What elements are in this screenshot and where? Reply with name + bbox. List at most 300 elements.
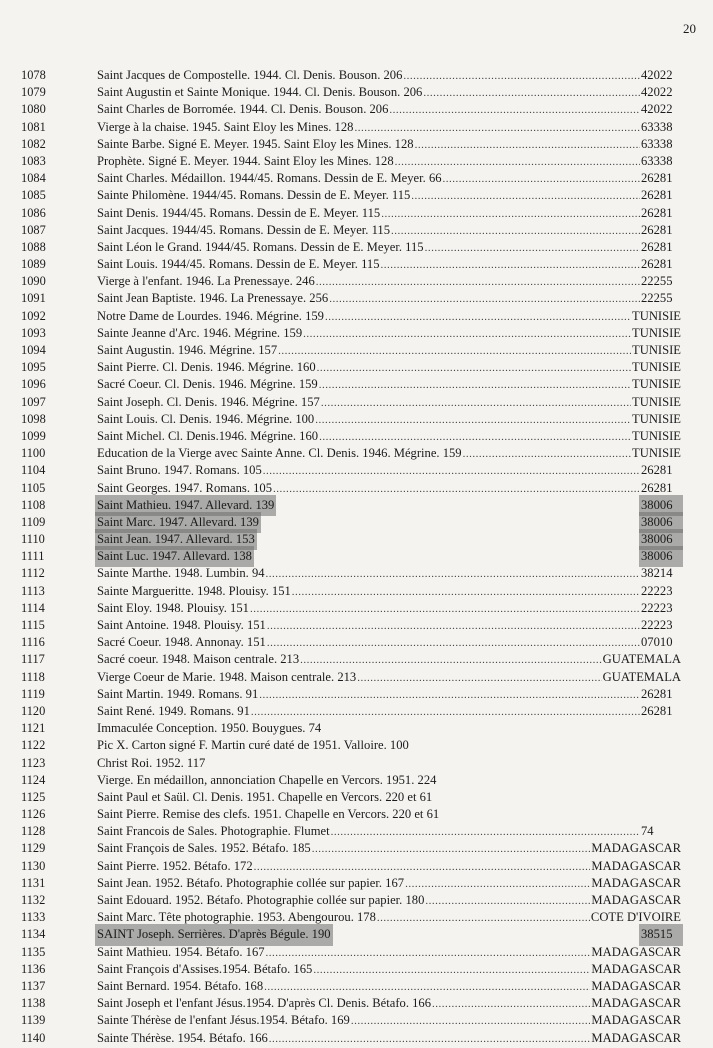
- entry-description: Saint Bernard. 1954. Bétafo. 168: [97, 978, 264, 993]
- entry-code: 22223: [641, 583, 673, 598]
- entry-description: Christ Roi. 1952. 117: [97, 755, 206, 770]
- dot-leader: [292, 584, 640, 601]
- entry-code: 26281: [641, 222, 673, 237]
- entry-code: TUNISIE: [632, 394, 681, 409]
- entry-description: Vierge Coeur de Marie. 1948. Maison centrale. 213: [97, 669, 357, 684]
- entry-number: 1120: [21, 703, 46, 718]
- entry-description: SAINT Joseph. Serrières. D'après Bégule. 190: [97, 926, 331, 943]
- entry-description: Saint Pierre. Remise des clefs. 1951. Chapelle en Vercors. 220 et 61: [97, 807, 440, 822]
- entry-line: [97, 462, 681, 480]
- entry-line: [97, 634, 681, 652]
- dot-leader: [315, 412, 631, 429]
- entry-description: Vierge à l'enfant. 1946. La Prenessaye. 246: [97, 274, 315, 289]
- entry-description: Vierge à la chaise. 1945. Saint Eloy les Mines. 128: [97, 119, 354, 134]
- entry-line: [97, 153, 681, 171]
- entry-row: [0, 273, 713, 290]
- entry-code: 07010: [641, 635, 673, 650]
- entry-code: MADAGASCAR: [591, 875, 681, 890]
- entry-code: 26281: [641, 480, 673, 495]
- dot-leader: [329, 291, 640, 308]
- dot-leader: [319, 429, 631, 446]
- entry-number: 1080: [21, 102, 46, 117]
- entry-description: Saint Louis. Cl. Denis. 1946. Mégrine. 100: [97, 411, 315, 426]
- entry-number: 1079: [21, 85, 46, 100]
- entry-row: [0, 67, 713, 84]
- entry-code: 63338: [641, 136, 673, 151]
- entry-description: Saint Charles. Médaillon. 1944/45. Romans. Dessin de E. Meyer. 66: [97, 171, 442, 186]
- entry-line: [97, 565, 681, 583]
- dot-leader: [251, 704, 640, 721]
- dot-leader: [411, 188, 640, 205]
- entry-description: Pic X. Carton signé F. Martin curé daté de 1951. Valloire. 100: [97, 738, 409, 753]
- entry-line: [97, 480, 681, 498]
- entry-number: 1126: [21, 807, 46, 822]
- entry-number: 1091: [21, 291, 46, 306]
- entry-line: [97, 737, 681, 755]
- entry-line: [97, 136, 681, 154]
- dot-leader: [321, 395, 631, 412]
- entry-number: 1137: [21, 978, 46, 993]
- dot-leader: [266, 945, 591, 962]
- entry-row: [0, 926, 713, 943]
- entry-code: MADAGASCAR: [591, 841, 681, 856]
- entry-description: Saint Martin. 1949. Romans. 91: [97, 686, 259, 701]
- entry-number: 1100: [21, 446, 46, 461]
- entry-code: 26281: [641, 188, 673, 203]
- entry-description: Saint Jean. 1952. Bétafo. Photographie collée sur papier. 167: [97, 875, 405, 890]
- entry-description: Prophète. Signé E. Meyer. 1944. Saint Eloy les Mines. 128: [97, 153, 394, 168]
- entry-row: [0, 222, 713, 239]
- entry-description: Saint Bruno. 1947. Romans. 105: [97, 463, 262, 478]
- entry-code: 26281: [641, 205, 673, 220]
- entry-number: 1114: [21, 600, 45, 615]
- entry-number: 1119: [21, 686, 45, 701]
- entry-line: [97, 669, 681, 687]
- entry-description: Sainte Jeanne d'Arc. 1946. Mégrine. 159: [97, 325, 303, 340]
- entry-code: 38006: [641, 497, 681, 514]
- entry-row: [0, 892, 713, 909]
- dot-leader: [381, 206, 640, 223]
- entry-row: [0, 806, 713, 823]
- entry-description: Saint François d'Assises.1954. Bétafo. 165: [97, 961, 313, 976]
- dot-leader: [303, 326, 631, 343]
- entry-number: 1138: [21, 996, 46, 1011]
- dot-leader: [405, 876, 590, 893]
- entry-code: GUATEMALA: [602, 669, 681, 684]
- entry-line: [97, 755, 681, 773]
- entry-description: Sacré coeur. 1948. Maison centrale. 213: [97, 652, 300, 667]
- entry-line: [97, 290, 681, 308]
- entry-description: Saint René. 1949. Romans. 91: [97, 703, 250, 718]
- entry-code: TUNISIE: [632, 308, 681, 323]
- entry-row: [0, 187, 713, 204]
- entry-row: [0, 308, 713, 325]
- dot-leader: [391, 223, 640, 240]
- entry-description: Saint Paul et Saül. Cl. Denis. 1951. Chapelle en Vercors. 220 et 61: [97, 789, 433, 804]
- entry-row: [0, 84, 713, 101]
- entry-description: Education de la Vierge avec Sainte Anne. Cl. Denis. 1946. Mégrine. 159: [97, 446, 462, 461]
- entry-line: [97, 944, 681, 962]
- entry-line: [97, 376, 681, 394]
- entry-description: Saint Mathieu. 1954. Bétafo. 167: [97, 944, 265, 959]
- entry-line: [97, 222, 681, 240]
- entry-code: 26281: [641, 463, 673, 478]
- dot-leader: [273, 481, 640, 498]
- entry-number: 1084: [21, 171, 46, 186]
- entry-code: TUNISIE: [632, 325, 681, 340]
- dot-leader: [354, 120, 640, 137]
- entry-code: 22255: [641, 274, 673, 289]
- dot-leader: [267, 618, 640, 635]
- entry-number: 1139: [21, 1013, 46, 1028]
- entry-code: 22255: [641, 291, 673, 306]
- entry-line: [97, 840, 681, 858]
- entry-line: [97, 892, 681, 910]
- entry-line: [97, 703, 681, 721]
- entry-description: Saint Georges. 1947. Romans. 105: [97, 480, 273, 495]
- entry-row: [0, 428, 713, 445]
- entry-number: 1129: [21, 841, 46, 856]
- entry-line: [97, 308, 681, 326]
- entry-line: [97, 325, 681, 343]
- entry-row: [0, 359, 713, 376]
- entry-description: Saint Luc. 1947. Allevard. 138: [97, 548, 252, 565]
- entry-code: 22223: [641, 618, 673, 632]
- entry-code: MADAGASCAR: [591, 961, 681, 976]
- entry-row: [0, 858, 713, 875]
- entry-number: 1098: [21, 411, 46, 426]
- entry-line: [97, 394, 681, 412]
- dot-leader: [389, 102, 640, 119]
- entry-description: Saint Mathieu. 1947. Allevard. 139: [97, 497, 274, 514]
- entry-line: [97, 256, 681, 274]
- entry-description: Immaculée Conception. 1950. Bouygues. 74: [97, 721, 322, 736]
- dot-leader: [263, 463, 640, 480]
- entry-number: 1128: [21, 824, 46, 839]
- entry-code: TUNISIE: [632, 343, 681, 357]
- dot-leader: [319, 377, 631, 394]
- entry-row: [0, 205, 713, 222]
- dot-leader: [312, 841, 591, 858]
- entry-row: [0, 239, 713, 256]
- entry-description: Saint Denis. 1944/45. Romans. Dessin de E. Meyer. 115: [97, 205, 381, 220]
- entry-description: Saint Augustin et Sainte Monique. 1944. Cl. Denis. Bouson. 206: [97, 85, 423, 100]
- entry-number: 1096: [21, 377, 46, 392]
- entry-row: [0, 789, 713, 806]
- entry-code: MADAGASCAR: [591, 996, 681, 1011]
- dot-leader: [259, 687, 640, 704]
- entry-row: [0, 995, 713, 1012]
- entry-row: [0, 565, 713, 582]
- entry-description: Sainte Margueritte. 1948. Plouisy. 151: [97, 583, 291, 598]
- entry-code: 26281: [641, 171, 673, 186]
- entry-line: [97, 548, 681, 566]
- entry-number: 1097: [21, 394, 46, 409]
- dot-leader: [443, 171, 640, 188]
- entry-line: [97, 720, 681, 738]
- entry-line: [97, 1030, 681, 1048]
- entry-description: Saint Joseph et l'enfant Jésus.1954. D'après Cl. Denis. Bétafo. 166: [97, 996, 432, 1011]
- entry-line: [97, 497, 681, 515]
- entry-code: 74: [641, 824, 654, 839]
- entry-row: [0, 669, 713, 686]
- entry-number: 1105: [21, 480, 46, 495]
- entry-number: 1088: [21, 239, 46, 254]
- entry-code: 63338: [641, 153, 673, 168]
- entry-line: [97, 926, 681, 944]
- entry-line: [97, 909, 681, 927]
- entry-row: [0, 600, 713, 617]
- entry-line: [97, 445, 681, 463]
- entry-number: 1140: [21, 1030, 46, 1045]
- dot-leader: [425, 240, 640, 257]
- dot-leader: [415, 137, 640, 154]
- entry-number: 1113: [21, 583, 45, 598]
- entry-row: [0, 755, 713, 772]
- entry-row: [0, 170, 713, 187]
- dot-leader: [463, 446, 631, 463]
- dot-leader: [300, 652, 602, 669]
- dot-leader: [269, 1031, 591, 1048]
- dot-leader: [423, 85, 640, 102]
- dot-leader: [317, 360, 631, 377]
- entry-row: [0, 256, 713, 273]
- entry-code: 42022: [641, 85, 673, 100]
- dot-leader: [381, 257, 640, 274]
- entry-description: Vierge. En médaillon, annonciation Chapelle en Vercors. 1951. 224: [97, 772, 437, 787]
- entry-description: Sainte Barbe. Signé E. Meyer. 1945. Saint Eloy les Mines. 128: [97, 136, 414, 151]
- dot-leader: [425, 893, 590, 910]
- entry-number: 1095: [21, 360, 46, 375]
- dot-leader: [325, 309, 631, 326]
- entry-description: Saint Pierre. Cl. Denis. 1946. Mégrine. 160: [97, 360, 316, 375]
- entry-description: Sainte Thérèse de l'enfant Jésus.1954. Bétafo. 169: [97, 1013, 350, 1028]
- dot-leader: [357, 670, 601, 687]
- entry-line: [97, 514, 681, 532]
- entry-line: [97, 428, 681, 446]
- entry-code: 38006: [641, 514, 681, 531]
- entry-row: [0, 634, 713, 651]
- entry-description: Notre Dame de Lourdes. 1946. Mégrine. 159: [97, 308, 324, 323]
- entry-line: [97, 84, 681, 102]
- dot-leader: [266, 566, 640, 583]
- entry-number: 1094: [21, 343, 46, 357]
- entry-number: 1135: [21, 944, 46, 959]
- entry-number: 1133: [21, 910, 46, 925]
- entry-code: 22223: [641, 600, 673, 615]
- entry-number: 1131: [21, 875, 46, 890]
- entry-description: Sainte Philomène. 1944/45. Romans. Dessin de E. Meyer. 115: [97, 188, 411, 203]
- entry-row: [0, 325, 713, 342]
- entry-line: [97, 823, 681, 841]
- entry-description: Saint Jacques de Compostelle. 1944. Cl. Denis. Bouson. 206: [97, 68, 403, 82]
- entry-description: Sainte Thérèse. 1954. Bétafo. 166: [97, 1030, 268, 1045]
- entry-description: Saint Jean Baptiste. 1946. La Prenessaye. 256: [97, 291, 329, 306]
- entry-row: [0, 153, 713, 170]
- entry-row: [0, 1030, 713, 1047]
- entry-number: 1078: [21, 68, 46, 82]
- entry-description: Saint Jean. 1947. Allevard. 153: [97, 531, 255, 548]
- entry-number: 1092: [21, 308, 46, 323]
- entry-description: Saint Jacques. 1944/45. Romans. Dessin de E. Meyer. 115: [97, 222, 391, 237]
- entry-row: [0, 342, 713, 359]
- entry-row: [0, 823, 713, 840]
- entry-row: [0, 944, 713, 961]
- entry-line: [97, 119, 681, 137]
- entry-line: [97, 342, 681, 360]
- dot-leader: [377, 910, 590, 927]
- entry-line: [97, 101, 681, 119]
- entry-number: 1085: [21, 188, 46, 203]
- entry-row: [0, 686, 713, 703]
- entry-line: [97, 961, 681, 979]
- entry-number: 1134: [21, 927, 46, 942]
- entry-number: 1124: [21, 772, 46, 787]
- dot-leader: [267, 635, 640, 652]
- entry-line: [97, 411, 681, 429]
- entry-row: [0, 119, 713, 136]
- entry-row: [0, 772, 713, 789]
- entry-number: 1132: [21, 893, 46, 907]
- entry-row: [0, 497, 713, 514]
- entry-row: [0, 531, 713, 548]
- dot-leader: [254, 859, 591, 876]
- entry-number: 1116: [21, 635, 45, 650]
- entry-row: [0, 290, 713, 307]
- entry-number: 1121: [21, 721, 46, 736]
- entry-code: MADAGASCAR: [591, 1013, 681, 1028]
- entry-number: 1125: [21, 789, 46, 804]
- entry-description: Sainte Marthe. 1948. Lumbin. 94: [97, 566, 265, 581]
- entry-row: [0, 411, 713, 428]
- entry-line: [97, 978, 681, 996]
- entry-row: [0, 737, 713, 754]
- entry-number: 1093: [21, 325, 46, 340]
- entry-row: [0, 101, 713, 118]
- entry-line: [97, 806, 681, 824]
- entry-row: [0, 840, 713, 857]
- entry-description: Saint François de Sales. 1952. Bétafo. 185: [97, 841, 311, 856]
- entry-code: MADAGASCAR: [591, 1030, 681, 1045]
- entry-number: 1110: [21, 532, 45, 547]
- entry-line: [97, 686, 681, 704]
- entry-code: TUNISIE: [632, 360, 681, 375]
- entry-code: 38214: [641, 566, 673, 581]
- entry-description: Saint Francois de Sales. Photographie. Flumet: [97, 824, 330, 839]
- entry-number: 1104: [21, 463, 46, 478]
- entry-row: [0, 961, 713, 978]
- entry-number: 1099: [21, 428, 46, 443]
- entry-description: Sacré Coeur. Cl. Denis. 1946. Mégrine. 159: [97, 377, 318, 392]
- entry-description: Saint Marc. 1947. Allevard. 139: [97, 514, 259, 531]
- entry-code: GUATEMALA: [602, 652, 681, 667]
- entry-line: [97, 205, 681, 223]
- entry-row: [0, 394, 713, 411]
- entry-code: MADAGASCAR: [591, 944, 681, 959]
- entry-number: 1112: [21, 566, 45, 581]
- entry-line: [97, 600, 681, 618]
- entry-code: 26281: [641, 703, 673, 718]
- entry-code: MADAGASCAR: [591, 893, 681, 907]
- entry-description: Saint Augustin. 1946. Mégrine. 157: [97, 343, 278, 357]
- entry-code: MADAGASCAR: [591, 858, 681, 873]
- entry-number: 1086: [21, 205, 46, 220]
- entry-description: Saint Léon le Grand. 1944/45. Romans. Dessin de E. Meyer. 115: [97, 239, 424, 254]
- entry-description: Saint Michel. Cl. Denis.1946. Mégrine. 160: [97, 428, 319, 443]
- entry-number: 1123: [21, 755, 46, 770]
- entry-line: [97, 789, 681, 807]
- entry-description: Saint Edouard. 1952. Bétafo. Photographie collée sur papier. 180: [97, 893, 425, 907]
- page-number: 20: [683, 21, 696, 36]
- entry-row: [0, 445, 713, 462]
- entry-description: Saint Charles de Borromée. 1944. Cl. Denis. Bouson. 206: [97, 102, 389, 117]
- entry-code: MADAGASCAR: [591, 978, 681, 993]
- entry-row: [0, 480, 713, 497]
- entry-line: [97, 531, 681, 549]
- entry-code: 38515: [641, 926, 681, 943]
- entry-code: TUNISIE: [632, 428, 681, 443]
- entry-row: [0, 462, 713, 479]
- entry-row: [0, 720, 713, 737]
- dot-leader: [250, 601, 640, 618]
- dot-leader: [316, 274, 640, 291]
- dot-leader: [395, 154, 640, 171]
- entry-row: [0, 651, 713, 668]
- entry-line: [97, 67, 681, 85]
- entry-row: [0, 703, 713, 720]
- entry-row: [0, 514, 713, 531]
- entry-row: [0, 1012, 713, 1029]
- entry-number: 1118: [21, 669, 45, 684]
- entry-code: 26281: [641, 239, 673, 254]
- entry-line: [97, 995, 681, 1013]
- entry-number: 1089: [21, 257, 46, 272]
- entry-line: [97, 239, 681, 257]
- entry-number: 1111: [21, 549, 45, 564]
- entry-row: [0, 583, 713, 600]
- entry-description: Saint Eloy. 1948. Plouisy. 151: [97, 600, 249, 615]
- entry-number: 1122: [21, 738, 46, 753]
- entry-number: 1090: [21, 274, 46, 289]
- entry-description: Saint Antoine. 1948. Plouisy. 151: [97, 618, 266, 632]
- entry-line: [97, 1012, 681, 1030]
- entry-line: [97, 617, 681, 635]
- entry-description: Saint Marc. Tête photographie. 1953. Abengourou. 178: [97, 910, 376, 925]
- entry-row: [0, 376, 713, 393]
- entry-number: 1117: [21, 652, 45, 667]
- entry-row: [0, 617, 713, 634]
- entry-line: [97, 359, 681, 377]
- entry-code: COTE D'IVOIRE: [590, 910, 681, 925]
- dot-leader: [351, 1013, 591, 1030]
- entry-code: 26281: [641, 686, 673, 701]
- entry-line: [97, 858, 681, 876]
- entry-number: 1081: [21, 119, 46, 134]
- entry-code: 63338: [641, 119, 673, 134]
- entry-line: [97, 651, 681, 669]
- entry-row: [0, 978, 713, 995]
- dot-leader: [313, 962, 590, 979]
- entry-line: [97, 875, 681, 893]
- entry-code: TUNISIE: [632, 446, 681, 461]
- entry-description: Saint Joseph. Cl. Denis. 1946. Mégrine. 157: [97, 394, 320, 409]
- entry-list: [0, 67, 713, 1047]
- dot-leader: [403, 68, 640, 85]
- entry-number: 1087: [21, 222, 46, 237]
- entry-code: TUNISIE: [632, 411, 681, 426]
- entry-code: 38006: [641, 531, 681, 548]
- entry-number: 1109: [21, 514, 46, 529]
